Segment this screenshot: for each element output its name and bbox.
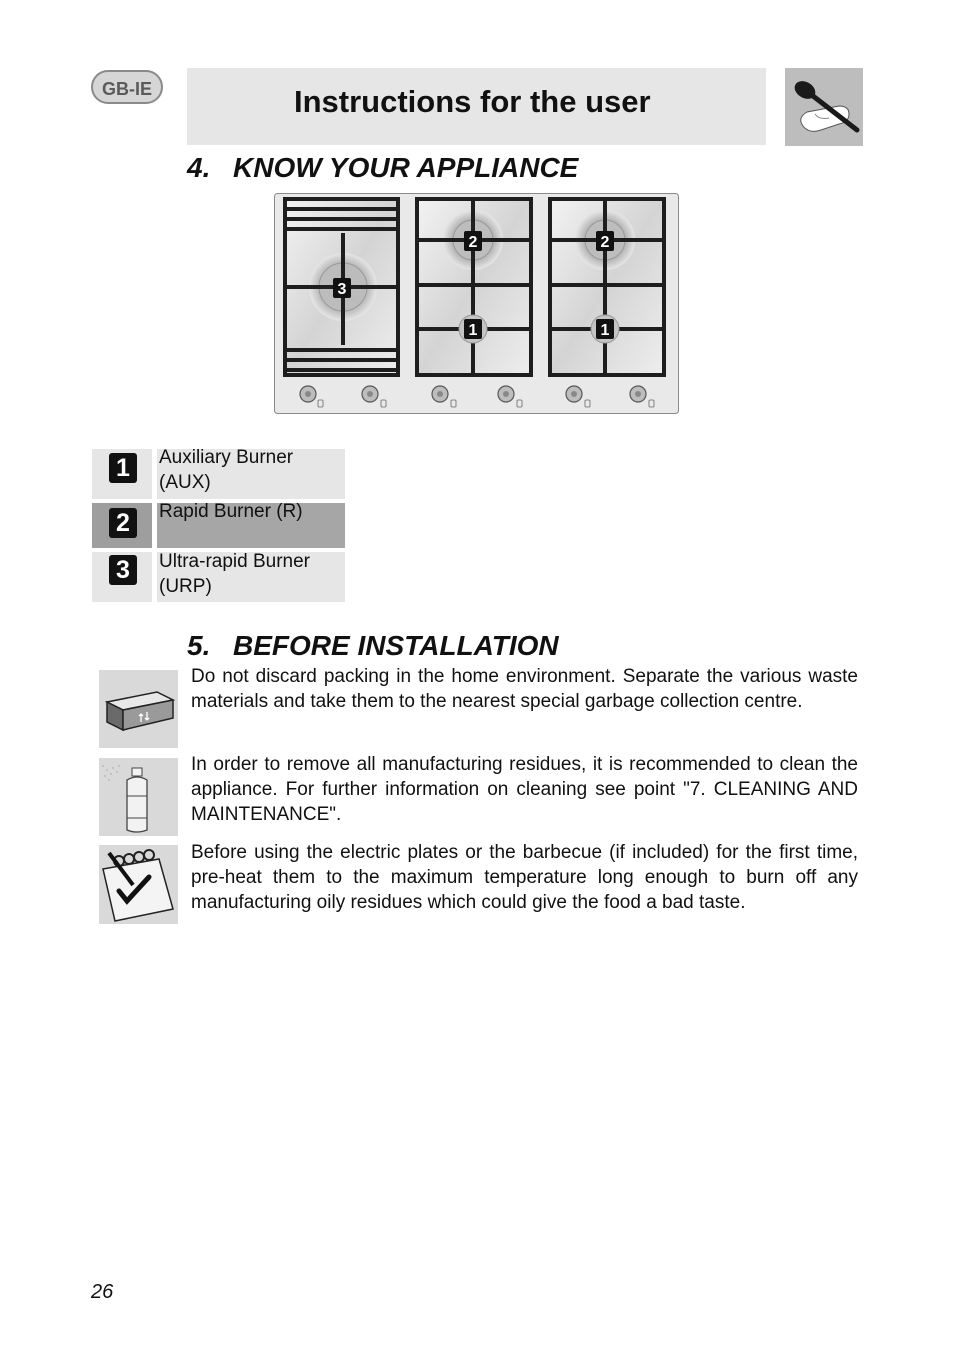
burner-label-text: 1 bbox=[468, 322, 478, 339]
paragraph-cleaning: In order to remove all manufacturing residues, it is recommended to clean the appliance. For further information on cleaning see point "7. CLEANING AND MAINTENANCE". bbox=[191, 754, 858, 825]
language-badge: GB-IE bbox=[91, 70, 163, 104]
legend-label-text: Ultra-rapid Burner (URP) bbox=[159, 551, 310, 597]
section-5-title: BEFORE INSTALLATION bbox=[233, 630, 559, 661]
burner-label-text: 2 bbox=[468, 234, 478, 251]
section-4-heading bbox=[187, 152, 578, 184]
section-4-number: 4. bbox=[187, 152, 211, 183]
page-number: 26 bbox=[91, 1281, 114, 1303]
burner-label-aux-right bbox=[596, 319, 614, 339]
chef-spoon-icon bbox=[785, 68, 863, 146]
burner-label-text: 3 bbox=[337, 281, 347, 298]
burner-label-rapid-middle bbox=[464, 231, 482, 251]
legend-number-cell bbox=[92, 552, 152, 602]
legend-label-text: Auxiliary Burner (AUX) bbox=[159, 447, 294, 493]
burner-label-text: 2 bbox=[600, 234, 610, 251]
legend-label-text: Rapid Burner (R) bbox=[159, 501, 303, 522]
legend-number-2: 2 bbox=[109, 508, 137, 538]
burner-label-rapid-right bbox=[596, 231, 614, 251]
legend-number-1: 1 bbox=[109, 453, 137, 483]
legend-number-cell bbox=[92, 503, 152, 548]
section-4-title: KNOW YOUR APPLIANCE bbox=[233, 152, 579, 183]
legend-number-3: 3 bbox=[109, 555, 137, 585]
section-5-heading bbox=[187, 630, 559, 662]
legend-label-rapid bbox=[157, 503, 345, 548]
spray-can-icon bbox=[99, 758, 178, 836]
burner-label-aux-middle bbox=[464, 319, 482, 339]
packaging-box-icon bbox=[99, 670, 178, 748]
legend-label-aux bbox=[157, 449, 345, 499]
notepad-checkmark-icon bbox=[99, 845, 178, 924]
legend-number-cell bbox=[92, 449, 152, 499]
burner-label-ultra-rapid bbox=[333, 278, 351, 298]
hob-panel-right bbox=[548, 197, 666, 377]
page-title: Instructions for the user bbox=[294, 84, 651, 119]
hob-panel-middle bbox=[415, 197, 533, 377]
section-5-number: 5. bbox=[187, 630, 211, 661]
legend-label-ultra-rapid bbox=[157, 552, 345, 602]
burner-label-text: 1 bbox=[600, 322, 610, 339]
paragraph-packing-disposal: Do not discard packing in the home environment. Separate the various waste materials and take them to the nearest special garbage collection centre. bbox=[191, 666, 858, 712]
hob-illustration bbox=[274, 193, 679, 414]
paragraph-preheat: Before using the electric plates or the barbecue (if included) for the first time, pre-heat them to the maximum temperature long enough to burn off any manufacturing oily residues which could give the food a bad taste. bbox=[191, 842, 858, 913]
